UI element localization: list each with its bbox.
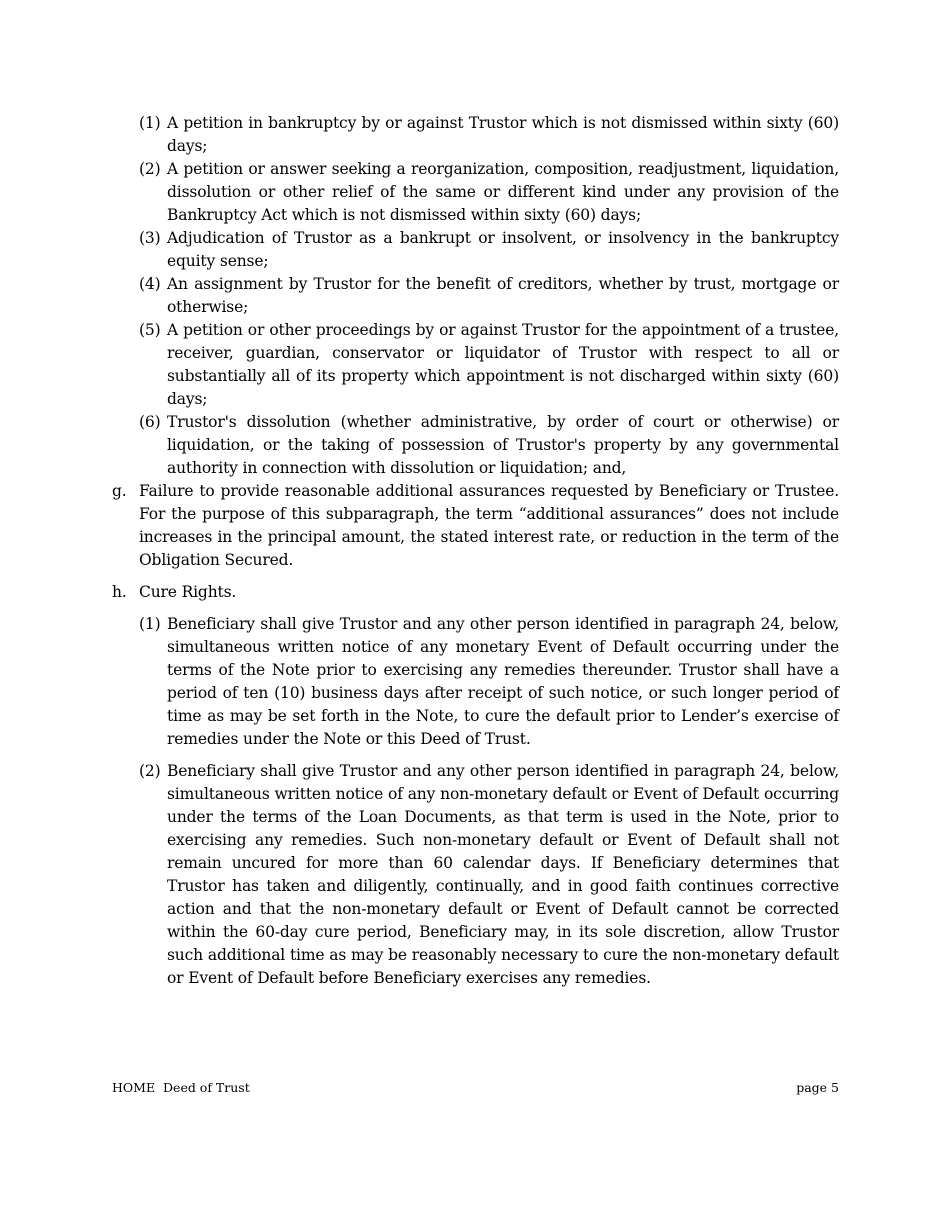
list-item-text: A petition or other proceedings by or against Trustor for the appointment of a trustee, receiver, guardian, conservator or liquidator of Trustor with respect to all or substantially all of its property which appointment is not discharged within sixty (60) days; (167, 321, 839, 408)
list-item (112, 112, 839, 158)
paragraph-marker: g. (112, 482, 127, 500)
paragraph-h (112, 581, 839, 604)
list-item (112, 227, 839, 273)
list-item-marker: (2) (139, 160, 161, 178)
list-item (112, 273, 839, 319)
document-body (112, 112, 839, 990)
list-item (112, 158, 839, 227)
list-item-marker: (3) (139, 229, 161, 247)
list-item-text: Adjudication of Trustor as a bankrupt or insolvent, or insolvency in the bankruptcy equity sense; (167, 229, 839, 270)
list-item-marker: (4) (139, 275, 161, 293)
list-item (112, 319, 839, 411)
list-item-text: A petition in bankruptcy by or against Trustor which is not dismissed within sixty (60) days; (167, 114, 839, 155)
cure-item (112, 760, 839, 990)
list-item-text: Trustor's dissolution (whether administrative, by order of court or otherwise) or liquidation, or the taking of possession of Trustor's property by any governmental authority in connection with dissolution or liquidation; and, (167, 413, 839, 477)
list-item-text: Beneficiary shall give Trustor and any other person identified in paragraph 24, below, simultaneous written notice of any non-monetary default or Event of Default occurring under the terms of the Loan Documents, as that term is used in the Note, prior to exercising any remedies. Such non-monetary default or Event of Default shall not remain uncured for more than 60 calendar days. If Beneficiary determines that Trustor has taken and diligently, continually, and in good faith continues corrective action and that the non-monetary default or Event of Default cannot be corrected within the 60-day cure period, Beneficiary may, in its sole discretion, allow Trustor such additional time as may be reasonably necessary to cure the non-monetary default or Event of Default before Beneficiary exercises any remedies. (167, 762, 839, 987)
cure-item (112, 613, 839, 751)
section-heading: Cure Rights. (139, 583, 237, 601)
list-item-text: An assignment by Trustor for the benefit of creditors, whether by trust, mortgage or otherwise; (167, 275, 839, 316)
paragraph-marker: h. (112, 583, 127, 601)
list-item-marker: (5) (139, 321, 161, 339)
list-item (112, 411, 839, 480)
list-item-marker: (1) (139, 114, 161, 132)
footer-document-title: HOME Deed of Trust (112, 1080, 250, 1095)
list-item-marker: (2) (139, 762, 161, 780)
list-item-marker: (1) (139, 615, 161, 633)
list-item-text: Beneficiary shall give Trustor and any other person identified in paragraph 24, below, simultaneous written notice of any monetary Event of Default occurring under the terms of the Note prior to exercising any remedies thereunder. Trustor shall have a period of ten (10) business days after receipt of such notice, or such longer period of time as may be set forth in the Note, to cure the default prior to Lender’s exercise of remedies under the Note or this Deed of Trust. (167, 615, 839, 748)
list-item-text: A petition or answer seeking a reorganization, composition, readjustment, liquidation, dissolution or other relief of the same or different kind under any provision of the Bankruptcy Act which is not dismissed within sixty (60) days; (167, 160, 839, 224)
paragraph-g (112, 480, 839, 572)
paragraph-text: Failure to provide reasonable additional assurances requested by Beneficiary or Trustee. For the purpose of this subparagraph, the term “additional assurances” does not include increases in the principal amount, the stated interest rate, or reduction in the term of the Obligation Secured. (139, 482, 839, 569)
page-number: page 5 (796, 1080, 839, 1095)
list-item-marker: (6) (139, 413, 161, 431)
